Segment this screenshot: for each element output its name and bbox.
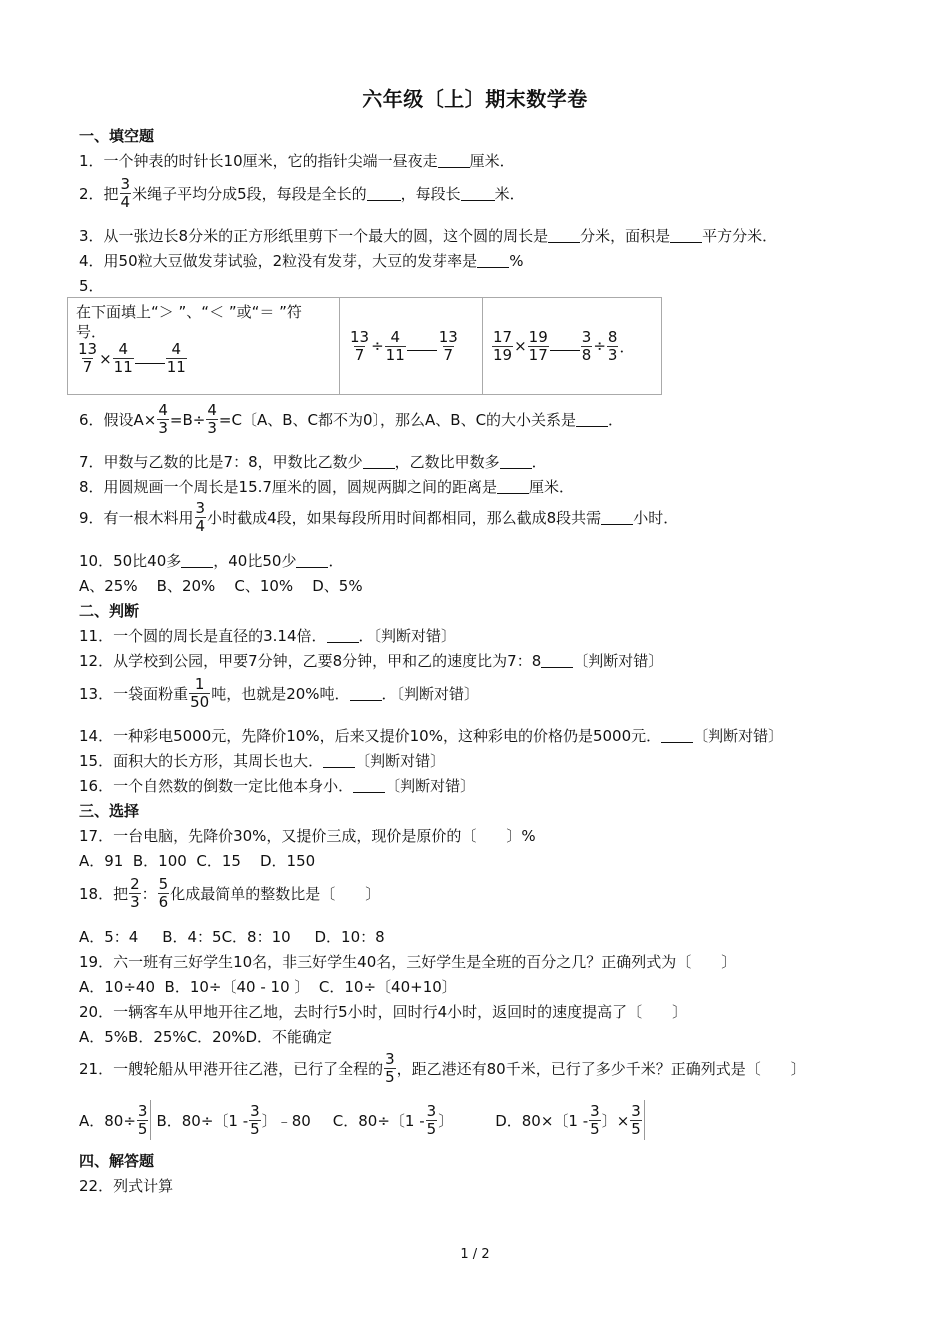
- fraction-numerator: 8: [607, 327, 618, 346]
- fraction-denominator: 50: [190, 693, 210, 711]
- text-segment: 1．一个钟表的时针长10厘米，它的指针尖端一昼夜走: [79, 152, 438, 170]
- answer-blank[interactable]: [576, 412, 608, 427]
- fraction-denominator: 7: [354, 345, 365, 364]
- fraction: [581, 329, 593, 364]
- text-segment: [68, 298, 662, 395]
- text-segment: =C〔A、B、C都不为0〕，那么A、B、C的大小关系是: [218, 411, 577, 429]
- fraction: [438, 329, 459, 364]
- text-segment: ：: [141, 885, 157, 903]
- text-segment: %: [509, 251, 524, 270]
- text-segment: 化成最简单的整数比是〔 〕: [170, 885, 381, 903]
- fraction-numerator: 3: [120, 175, 131, 193]
- question-14: [79, 725, 910, 746]
- text-segment: A．80÷: [79, 1111, 136, 1130]
- answer-blank[interactable]: [661, 728, 693, 743]
- question-11: [79, 625, 910, 646]
- text-segment: ，40比50少: [213, 552, 297, 570]
- fraction-denominator: 5: [631, 1119, 641, 1138]
- text-segment: 9．有一根木料用: [79, 509, 194, 527]
- fraction-denominator: 3: [130, 893, 140, 911]
- fraction-numerator: 4: [118, 340, 128, 358]
- fraction: [113, 341, 134, 376]
- fraction-denominator: 4: [195, 517, 206, 535]
- page-number: 1 / 2: [460, 1247, 490, 1262]
- fraction-denominator: 4: [120, 193, 131, 211]
- fraction-numerator: 4: [390, 327, 400, 346]
- text-segment: 3．从一张边长8分米的正方形纸里剪下一个最大的圆，这个圆的周长是: [79, 227, 549, 245]
- compare-blank[interactable]: [407, 341, 437, 351]
- text-segment: [491, 329, 653, 364]
- question-4: [79, 250, 910, 271]
- compare-blank[interactable]: [550, 341, 580, 351]
- fraction: [195, 500, 207, 535]
- text-segment: 18．把: [79, 885, 129, 903]
- fraction-numerator: 2: [130, 875, 140, 893]
- section-choice-heading: 三、选择: [79, 802, 140, 820]
- answer-blank[interactable]: [323, 753, 355, 768]
- fraction-denominator: 8: [581, 345, 592, 364]
- question-8: [79, 476, 910, 497]
- text-segment: ．: [531, 453, 547, 471]
- text-segment: 8．用圆规画一个周长是15.7厘米的圆，圆规两脚之间的距离是: [79, 478, 497, 496]
- fraction: [129, 876, 141, 911]
- fraction: [158, 876, 170, 911]
- text-segment: 号．: [76, 323, 107, 341]
- text-segment: C．80÷〔1 -: [332, 1111, 425, 1130]
- question-19: 19．六一班有三好学生10名，非三好学生40名，三好学生是全班的百分之几？正确列式为〔 〕: [79, 953, 737, 971]
- question-13: [79, 676, 910, 711]
- answer-blank[interactable]: [601, 510, 633, 525]
- answer-blank[interactable]: [350, 686, 382, 701]
- fraction-numerator: 3: [195, 499, 206, 517]
- text-segment: 〔判断对错〕: [573, 652, 664, 670]
- question-6: [79, 402, 910, 437]
- fraction-denominator: 11: [385, 345, 405, 364]
- text-segment: 平方分米．: [702, 227, 778, 245]
- text-segment: 吨，也就是20%吨．: [211, 685, 350, 703]
- fraction-numerator: 5: [158, 875, 169, 893]
- question-15: [79, 750, 910, 771]
- fraction-numerator: 4: [207, 401, 217, 419]
- fraction: [189, 676, 210, 711]
- fraction-denominator: 5: [385, 1068, 395, 1086]
- fraction: [630, 1103, 642, 1138]
- answer-blank[interactable]: [327, 628, 359, 643]
- text-segment: 米．: [494, 185, 525, 203]
- question-18-options: A．5：4 B．4：5C．8：10 D．10：8: [79, 928, 385, 946]
- text-segment: 米绳子平均分成5段，每段是全长的: [132, 185, 367, 203]
- text-segment: ，乙数比甲数多: [394, 453, 500, 471]
- text-segment: 〕×: [601, 1111, 630, 1130]
- question-19-options: A．10÷40 B．10÷〔40 - 10 〕 C．10÷〔40+10〕: [79, 978, 457, 996]
- text-segment: ，每段长: [400, 185, 461, 203]
- fraction-denominator: 7: [443, 345, 454, 364]
- question-5: [79, 275, 910, 296]
- fraction-numerator: 13: [438, 327, 458, 346]
- fraction-numerator: 3: [631, 1101, 641, 1120]
- text-segment: 小时．: [633, 509, 679, 527]
- fraction: [528, 329, 549, 364]
- question-21-options: [79, 1100, 910, 1140]
- text-segment: 12．从学校到公园，甲要7分钟，乙要8分钟，甲和乙的速度比为7：8: [79, 652, 542, 670]
- fraction-denominator: 5: [426, 1119, 437, 1138]
- fraction-numerator: 4: [158, 401, 168, 419]
- fraction: [349, 329, 370, 364]
- text-segment: 厘米．: [469, 152, 515, 170]
- text-segment: 6．假设A×: [79, 411, 157, 429]
- answer-blank[interactable]: [497, 479, 529, 494]
- text-segment: 7．甲数与乙数的比是7：8，甲数比乙数少: [79, 453, 363, 471]
- text-segment: 4．用50粒大豆做发芽试验，2粒没有发芽，大豆的发芽率是: [79, 252, 478, 270]
- comparison-cell-3: [483, 298, 662, 395]
- question-22: 22．列式计算: [79, 1177, 174, 1195]
- text-segment: ÷: [593, 337, 606, 355]
- fraction-numerator: 3: [385, 1050, 395, 1068]
- text-segment: ×: [99, 349, 112, 368]
- fraction-denominator: 5: [137, 1119, 148, 1138]
- answer-blank[interactable]: [548, 228, 580, 243]
- fraction-numerator: 3: [250, 1101, 260, 1120]
- text-segment: [68, 298, 662, 395]
- answer-blank[interactable]: [363, 454, 395, 469]
- answer-blank[interactable]: [500, 454, 532, 469]
- fraction-numerator: 3: [581, 327, 592, 346]
- text-segment: ．〔判断对错〕: [381, 685, 480, 703]
- answer-blank[interactable]: [438, 153, 470, 168]
- question-17-options: A．91 B．100 C．15 D．150: [79, 852, 316, 870]
- fraction-numerator: 17: [493, 327, 513, 346]
- text-segment: ，距乙港还有80千米，已行了多少千米？正确列式是〔 〕: [396, 1060, 806, 1078]
- fraction-denominator: 3: [158, 419, 168, 437]
- fraction-denominator: 5: [590, 1119, 600, 1138]
- fraction: [426, 1103, 438, 1138]
- question-2: [79, 176, 910, 211]
- fraction-denominator: 3: [607, 345, 618, 364]
- fraction: [157, 402, 169, 437]
- question-12: [79, 650, 910, 671]
- question-21: [79, 1051, 910, 1086]
- fraction-numerator: 19: [528, 327, 548, 346]
- fraction: [384, 1051, 396, 1086]
- fraction-denominator: 11: [166, 358, 186, 376]
- text-segment: 14．一种彩电5000元，先降价10%，后来又提价10%，这种彩电的价格仍是5000元．: [79, 727, 662, 745]
- text-segment: 13．一袋面粉重: [79, 685, 189, 703]
- text-segment: 〔判断对错〕: [385, 777, 476, 795]
- answer-blank[interactable]: [353, 778, 385, 793]
- question-20: 20．一辆客车从甲地开往乙地，去时行5小时，回时行4小时，返回时的速度提高了〔 〕: [79, 1003, 688, 1021]
- question-20-options: A．5%B．25%C．20%D．不能确定: [79, 1028, 333, 1046]
- answer-blank[interactable]: [477, 253, 509, 268]
- text-segment: 厘米．: [528, 478, 574, 496]
- fraction: [492, 329, 513, 364]
- fraction: [607, 329, 619, 364]
- question-10-options: A、25% B、20% C、10% D、5%: [79, 577, 363, 595]
- text-segment: 15．面积大的长方形，其周长也大．: [79, 752, 324, 770]
- fraction-denominator: 17: [528, 345, 548, 364]
- fraction-numerator: 13: [78, 340, 98, 358]
- question-10: [79, 550, 910, 571]
- text-segment: ．: [608, 411, 624, 429]
- fraction-denominator: 7: [82, 358, 93, 376]
- question-16: [79, 775, 910, 796]
- fraction: [589, 1103, 601, 1138]
- question-9: [79, 500, 910, 535]
- text-segment: D．80×〔1 -: [495, 1111, 589, 1130]
- fraction: [166, 341, 187, 376]
- answer-blank[interactable]: [461, 186, 495, 201]
- text-segment: 在下面填上“＞ ”、“＜ ”或“＝ ”符: [76, 303, 302, 321]
- answer-blank[interactable]: [367, 186, 401, 201]
- section-fill-heading: 一、填空题: [79, 127, 155, 145]
- text-segment: =B÷: [169, 410, 206, 429]
- separator-bar: [150, 1100, 151, 1140]
- text-segment: ．: [328, 552, 344, 570]
- text-segment: ．〔判断对错〕: [358, 627, 457, 645]
- text-segment: 5．: [79, 277, 104, 295]
- text-segment: B．80÷〔1 -: [156, 1111, 249, 1130]
- question-18: [79, 876, 910, 911]
- text-segment: ×: [514, 337, 527, 355]
- fraction-numerator: 13: [350, 327, 370, 346]
- text-segment: [348, 329, 474, 364]
- fraction: [77, 341, 98, 376]
- compare-blank[interactable]: [135, 354, 165, 364]
- fraction: [137, 1103, 149, 1138]
- question-17: 17．一台电脑，先降价30%，又提价三成，现价是原价的〔 〕%: [79, 827, 536, 845]
- answer-blank[interactable]: [670, 228, 702, 243]
- text-segment: 〔判断对错〕: [355, 752, 446, 770]
- fraction-numerator: 3: [137, 1101, 148, 1120]
- fraction-denominator: 5: [250, 1119, 260, 1138]
- fraction-numerator: 1: [194, 675, 205, 693]
- text-segment: 小时截成4段，如果每段所用时间都相同，那么截成8段共需: [207, 509, 602, 527]
- question-3: [79, 225, 910, 246]
- text-segment: 〕: [438, 1111, 454, 1130]
- page-title: 六年级〔上〕期末数学卷: [362, 87, 588, 111]
- fraction: [120, 176, 132, 211]
- text-segment: 16．一个自然数的倒数一定比他本身小．: [79, 777, 354, 795]
- separator-bar: [644, 1100, 645, 1140]
- fraction-numerator: 4: [171, 340, 182, 358]
- text-segment: 〔判断对错〕: [693, 727, 784, 745]
- text-segment: ．: [619, 337, 635, 356]
- question-7: [79, 451, 910, 472]
- answer-blank[interactable]: [296, 553, 328, 568]
- text-segment: 21．一艘轮船从甲港开往乙港，已行了全程的: [79, 1060, 384, 1078]
- text-segment: 11．一个圆的周长是直径的3.14倍．: [79, 627, 327, 645]
- question-1: [79, 150, 910, 171]
- text-segment: 2．把: [79, 185, 119, 203]
- comparison-cell-2: [340, 298, 483, 395]
- fraction-denominator: 3: [207, 419, 217, 437]
- fraction: [206, 402, 218, 437]
- fraction-numerator: 3: [426, 1101, 437, 1120]
- text-segment: 10．50比40多: [79, 552, 182, 570]
- fraction-denominator: 19: [493, 345, 513, 364]
- comparison-table: [67, 297, 662, 395]
- text-segment: ÷: [371, 337, 384, 355]
- section-judge-heading: 二、判断: [79, 602, 140, 620]
- fraction-numerator: 3: [590, 1101, 600, 1120]
- fraction-denominator: 11: [113, 358, 133, 376]
- text-segment: [76, 341, 331, 376]
- fraction-denominator: 6: [158, 893, 169, 911]
- answer-blank[interactable]: [541, 653, 573, 668]
- comparison-cell-1: [68, 298, 340, 395]
- fraction: [385, 329, 406, 364]
- answer-blank[interactable]: [181, 553, 213, 568]
- section-answer-heading: 四、解答题: [79, 1152, 155, 1170]
- text-segment: 〕﹣80: [261, 1111, 311, 1130]
- fraction: [249, 1103, 261, 1138]
- text-segment: 分米，面积是: [580, 227, 671, 245]
